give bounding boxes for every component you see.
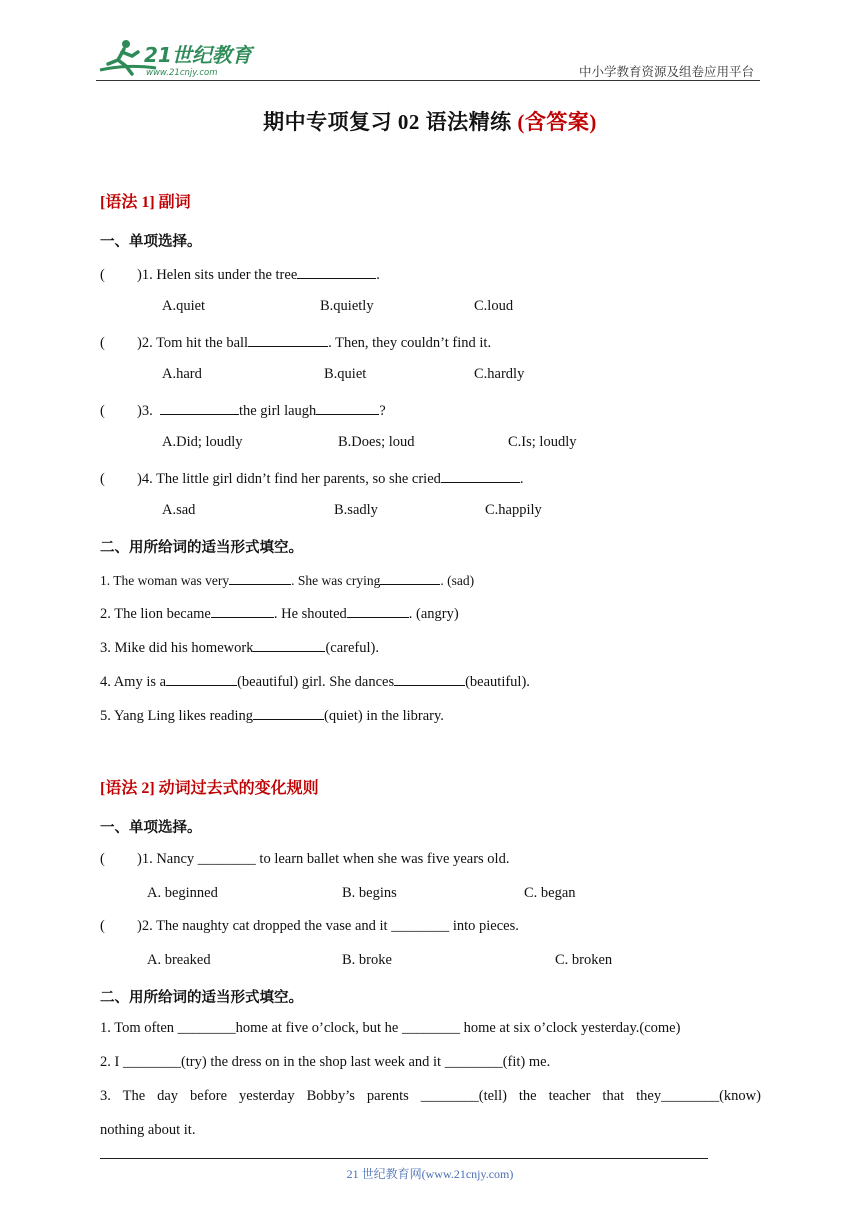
option-c[interactable]: C.hardly [474, 366, 525, 382]
logo-url: www.21cnjy.com [146, 68, 218, 78]
answer-blank[interactable] [394, 671, 465, 686]
answer-blank[interactable] [248, 332, 328, 347]
answer-blank[interactable] [347, 603, 409, 618]
fill-item-2: 2. I ________(try) the dress on in the shop last week and it ________(fit) me. [100, 1054, 551, 1070]
fill-item-1: 1. Tom often ________home at five o’clock, but he ________ home at six o’clock yesterday.(come) [100, 1020, 681, 1036]
title-highlight: (含答案) [517, 110, 597, 134]
part-heading-fill: 二、用所给词的适当形式填空。 [100, 990, 303, 1006]
question-4: ( )4. The little girl didn’t find her parents, so she cried . [100, 468, 524, 488]
fill-item-4: 4. Amy is a (beautiful) girl. She dances (beautiful). [100, 671, 530, 691]
option-c[interactable]: C.happily [485, 502, 542, 518]
answer-blank[interactable] [441, 468, 520, 483]
header-platform-text: 中小学教育资源及组卷应用平台 [578, 64, 754, 79]
question-1: ( )1. Nancy ________ to learn ballet when she was five years old. [100, 851, 510, 867]
option-c[interactable]: C. began [524, 885, 576, 901]
fill-item-3-continued: nothing about it. [100, 1122, 196, 1138]
answer-blank[interactable] [211, 603, 274, 618]
option-a[interactable]: A. breaked [147, 952, 211, 968]
page-title: 期中专项复习 02 语法精练 (含答案) [263, 110, 597, 134]
question-1: ( )1. Helen sits under the tree . [100, 264, 380, 284]
site-logo [96, 36, 266, 80]
answer-blank[interactable] [229, 570, 291, 585]
header-divider [96, 80, 760, 81]
fill-item-3: 3. The day before yesterday Bobby’s parents ________(tell) the teacher that they________(know) [100, 1088, 761, 1104]
footer-text: 21 世纪教育网(www.21cnjy.com) [346, 1167, 514, 1181]
section-heading-grammar-1: [语法 1] 副词 [100, 194, 191, 211]
section-heading-grammar-2: [语法 2] 动词过去式的变化规则 [100, 780, 319, 797]
option-a[interactable]: A. beginned [147, 885, 218, 901]
answer-blank[interactable] [297, 264, 376, 279]
option-b[interactable]: B.quietly [320, 298, 374, 314]
footer-divider [100, 1158, 708, 1159]
answer-blank[interactable] [253, 637, 325, 652]
fill-item-1: 1. The woman was very . She was crying . (sad) [100, 570, 474, 589]
logo-text: 21世纪教育 [144, 43, 252, 67]
fill-item-2: 2. The lion became . He shouted . (angry) [100, 603, 459, 623]
option-c[interactable]: C. broken [555, 952, 613, 968]
question-2: ( )2. Tom hit the ball . Then, they couldn’t find it. [100, 332, 491, 352]
part-heading-choice: 一、单项选择。 [100, 234, 202, 250]
fill-item-3: 3. Mike did his homework (careful). [100, 637, 379, 657]
answer-blank[interactable] [316, 400, 379, 415]
option-b[interactable]: B.Does; loud [338, 434, 415, 450]
option-b[interactable]: B.quiet [324, 366, 367, 382]
option-c[interactable]: C.Is; loudly [508, 434, 577, 450]
fill-item-5: 5. Yang Ling likes reading (quiet) in the library. [100, 705, 444, 725]
option-c[interactable]: C.loud [474, 298, 514, 314]
option-a[interactable]: A.hard [162, 366, 202, 382]
option-a[interactable]: A.sad [162, 502, 196, 518]
option-b[interactable]: B. broke [342, 952, 392, 968]
part-heading-choice: 一、单项选择。 [100, 820, 202, 836]
question-2: ( )2. The naughty cat dropped the vase and it ________ into pieces. [100, 918, 519, 934]
option-a[interactable]: A.Did; loudly [162, 434, 243, 450]
answer-blank[interactable] [380, 570, 440, 585]
option-b[interactable]: B.sadly [334, 502, 378, 518]
runner-logo-icon [96, 36, 266, 80]
option-a[interactable]: A.quiet [162, 298, 206, 314]
part-heading-fill: 二、用所给词的适当形式填空。 [100, 540, 303, 556]
answer-blank[interactable] [166, 671, 237, 686]
answer-blank[interactable] [253, 705, 324, 720]
answer-blank[interactable] [160, 400, 239, 415]
question-3: ( )3. the girl laugh ? [100, 400, 386, 420]
option-b[interactable]: B. begins [342, 885, 397, 901]
